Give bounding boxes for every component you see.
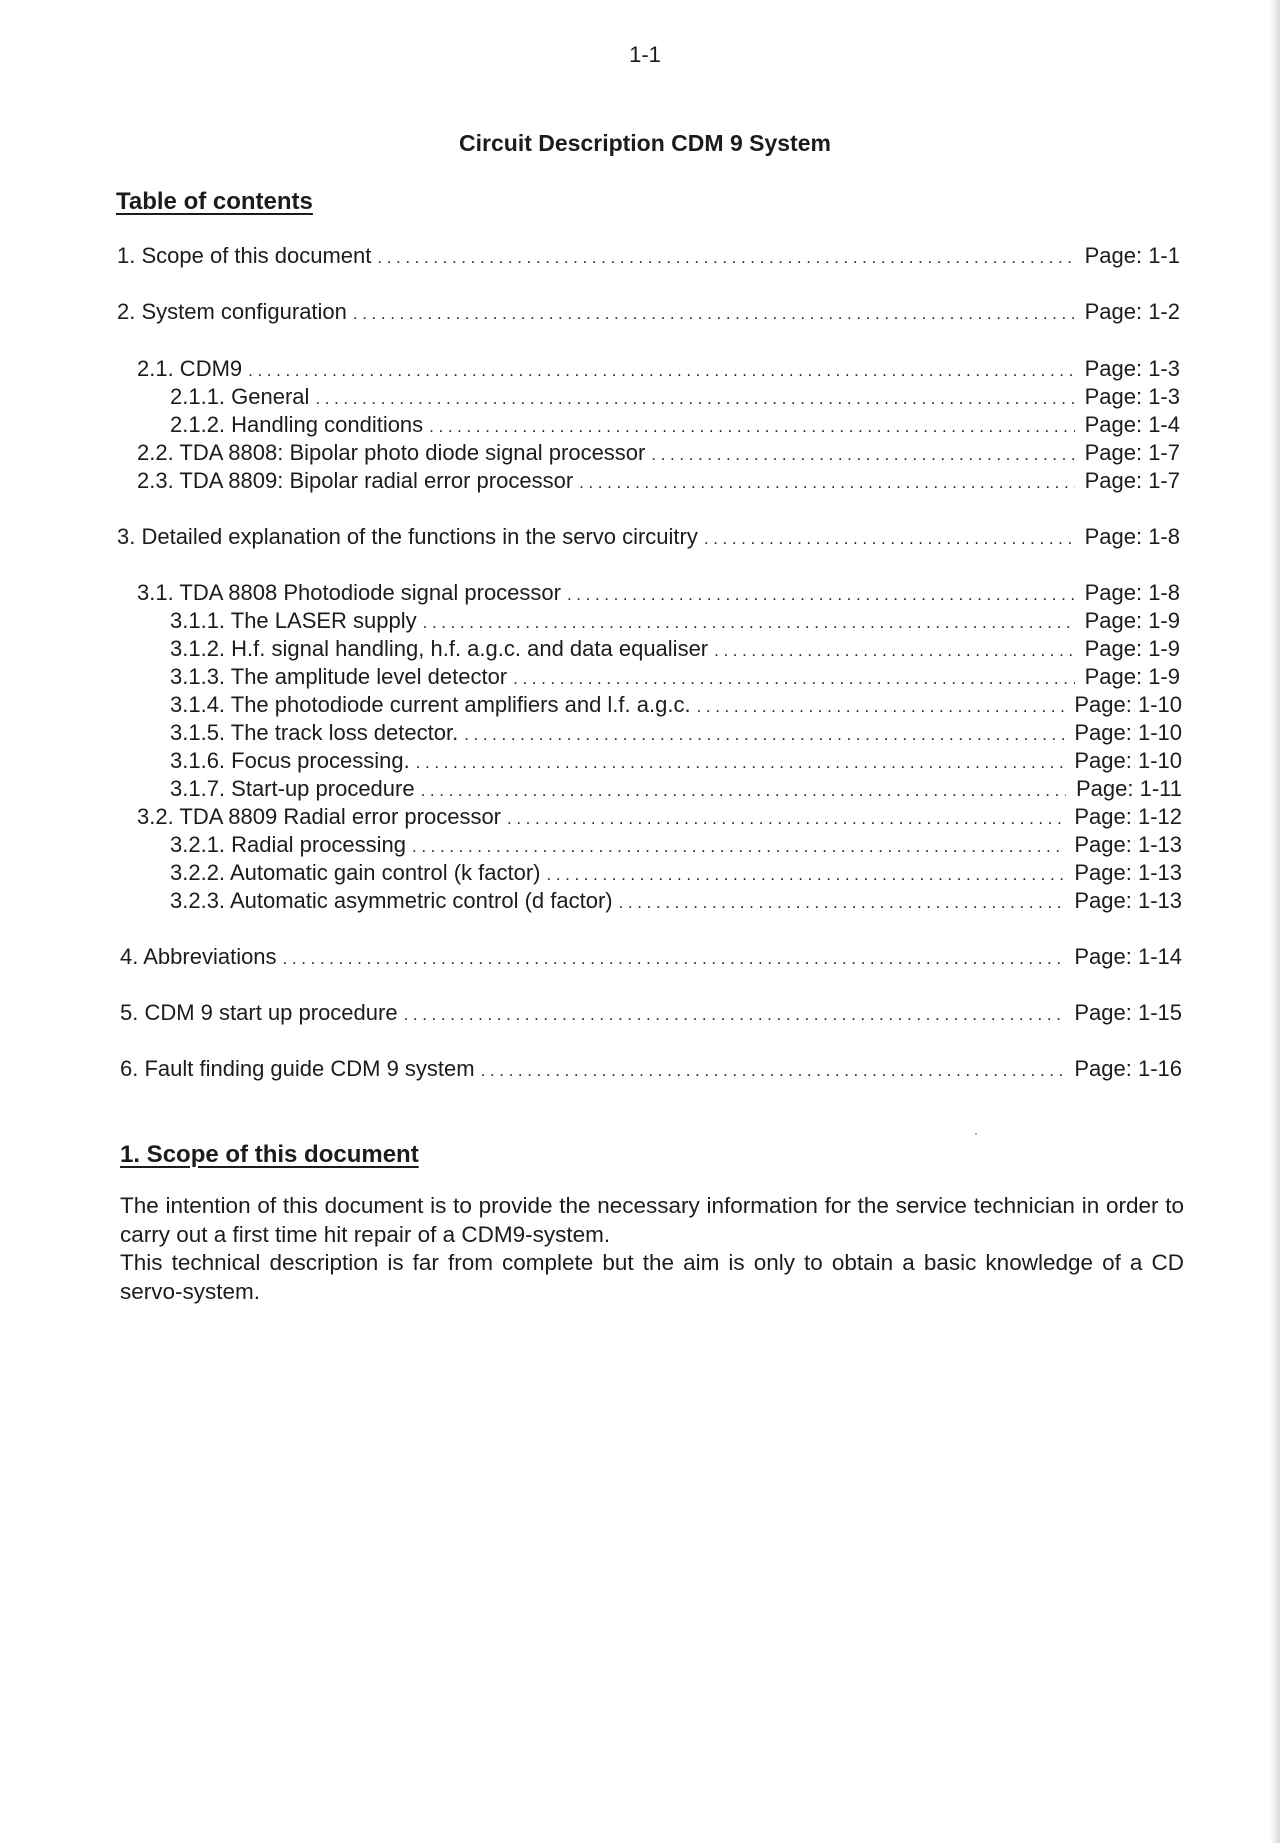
toc-entry [170, 747, 1182, 775]
toc-entry-page: Page: 1-9 [1084, 608, 1180, 633]
toc-leader-dots [353, 300, 1075, 328]
toc-entry [170, 719, 1182, 747]
toc-entry [137, 579, 1180, 607]
document-title: Circuit Description CDM 9 System [459, 130, 831, 156]
toc-leader-dots [464, 721, 1064, 749]
section-heading: 1. Scope of this document [120, 1141, 419, 1168]
toc-entry-page: Page: 1-15 [1074, 1000, 1182, 1025]
toc-entry-label: 3.1.7. Start-up procedure [170, 776, 415, 801]
toc-leader-dots [619, 889, 1065, 917]
section-body [120, 1192, 1184, 1306]
toc-entry-page: Page: 1-8 [1084, 524, 1180, 549]
toc-leader-dots [377, 244, 1074, 272]
toc-leader-dots [421, 777, 1066, 805]
toc-entry-label: 1. Scope of this document [117, 243, 372, 268]
toc-entry-page: Page: 1-12 [1074, 804, 1182, 829]
toc-entry [120, 943, 1182, 971]
toc-entry-label: 2.2. TDA 8808: Bipolar photo diode signal processor [137, 440, 646, 465]
toc-leader-dots [423, 609, 1075, 637]
toc-entry-page: Page: 1-3 [1084, 384, 1180, 409]
toc-leader-dots [481, 1057, 1065, 1085]
toc-entry-label: 3. Detailed explanation of the functions in the servo circuitry [117, 524, 698, 549]
toc-entry-label: 3.1.2. H.f. signal handling, h.f. a.g.c. and data equaliser [170, 636, 709, 661]
toc-leader-dots [567, 581, 1075, 609]
toc-entry-label: 6. Fault finding guide CDM 9 system [120, 1056, 475, 1081]
toc-entry-label: 4. Abbreviations [120, 944, 277, 969]
toc-leader-dots [579, 469, 1074, 497]
toc-entry [137, 803, 1182, 831]
scan-speck [975, 1133, 977, 1135]
toc-entry [170, 859, 1182, 887]
toc-entry-label: 3.2. TDA 8809 Radial error processor [137, 804, 501, 829]
toc-entry-label: 3.2.3. Automatic asymmetric control (d factor) [170, 888, 613, 913]
toc-entry-page: Page: 1-13 [1074, 888, 1182, 913]
toc-entry [170, 663, 1180, 691]
toc-entry-page: Page: 1-8 [1084, 580, 1180, 605]
toc-entry-page: Page: 1-9 [1084, 664, 1180, 689]
toc-entry-page: Page: 1-10 [1074, 720, 1182, 745]
toc-leader-dots [704, 525, 1075, 553]
toc-entry-label: 3.1. TDA 8808 Photodiode signal processor [137, 580, 561, 605]
toc-entry [170, 831, 1182, 859]
toc-entry-page: Page: 1-7 [1084, 440, 1180, 465]
toc-entry [137, 355, 1180, 383]
toc-entry-label: 2.1. CDM9 [137, 356, 243, 381]
toc-leader-dots [283, 945, 1065, 973]
toc-entry-page: Page: 1-16 [1074, 1056, 1182, 1081]
toc-entry [137, 467, 1180, 495]
toc-entry [117, 523, 1180, 551]
toc-leader-dots [404, 1001, 1065, 1029]
toc-leader-dots [513, 665, 1074, 693]
toc-leader-dots [507, 805, 1064, 833]
toc-entry [117, 242, 1180, 270]
toc-entry-page: Page: 1-3 [1084, 356, 1180, 381]
toc-entry-page: Page: 1-10 [1074, 748, 1182, 773]
toc-entry [170, 635, 1180, 663]
toc-entry [170, 887, 1182, 915]
toc-entry-page: Page: 1-11 [1075, 776, 1182, 801]
toc-leader-dots [412, 833, 1064, 861]
toc-leader-dots [547, 861, 1065, 889]
toc-entry-page: Page: 1-10 [1074, 692, 1182, 717]
body-paragraph: This technical description is far from complete but the aim is only to obtain a basic knowledge of a CD servo-system. [120, 1250, 1184, 1304]
toc-entry-label: 3.1.1. The LASER supply [170, 608, 417, 633]
toc-entry-label: 2.1.1. General [170, 384, 310, 409]
toc-leader-dots [248, 357, 1074, 385]
toc-entry [170, 691, 1182, 719]
toc-entry-label: 2.1.2. Handling conditions [170, 412, 424, 437]
toc-entry-label: 3.1.4. The photodiode current amplifiers and l.f. a.g.c. [170, 692, 691, 717]
toc-entry-page: Page: 1-13 [1074, 832, 1182, 857]
toc-entry-label: 3.2.1. Radial processing [170, 832, 407, 857]
body-paragraph: The intention of this document is to provide the necessary information for the service technician in order to carry out a first time hit repair of a CDM9-system. [120, 1193, 1184, 1247]
toc-entry-label: 3.2.2. Automatic gain control (k factor) [170, 860, 541, 885]
toc-entry-page: Page: 1-1 [1084, 243, 1180, 268]
toc-leader-dots [429, 413, 1074, 441]
toc-entry-page: Page: 1-9 [1084, 636, 1180, 661]
toc-entry [120, 1055, 1182, 1083]
toc-entry [170, 411, 1180, 439]
toc-entry-label: 3.1.6. Focus processing. [170, 748, 410, 773]
toc-entry-label: 3.1.5. The track loss detector. [170, 720, 459, 745]
toc-leader-dots [416, 749, 1065, 777]
toc-entry-label: 2. System configuration [117, 299, 347, 324]
toc-entry-page: Page: 1-4 [1084, 412, 1180, 437]
toc-entry [170, 383, 1180, 411]
toc-entry [117, 298, 1180, 326]
toc-entry-label: 2.3. TDA 8809: Bipolar radial error processor [137, 468, 574, 493]
toc-entry [170, 775, 1182, 803]
toc-leader-dots [315, 385, 1074, 413]
toc-entry-label: 3.1.3. The amplitude level detector [170, 664, 508, 689]
toc-entry-page: Page: 1-13 [1074, 860, 1182, 885]
toc-entry [137, 439, 1180, 467]
toc-entry-page: Page: 1-7 [1084, 468, 1180, 493]
toc-leader-dots [697, 693, 1065, 721]
toc-leader-dots [651, 441, 1074, 469]
toc-leader-dots [714, 637, 1074, 665]
page-number: 1-1 [629, 42, 661, 67]
toc-entry [170, 607, 1180, 635]
toc-heading: Table of contents [116, 188, 313, 215]
toc-entry-page: Page: 1-2 [1084, 299, 1180, 324]
toc-entry [120, 999, 1182, 1027]
toc-entry-label: 5. CDM 9 start up procedure [120, 1000, 398, 1025]
toc-entry-page: Page: 1-14 [1074, 944, 1182, 969]
